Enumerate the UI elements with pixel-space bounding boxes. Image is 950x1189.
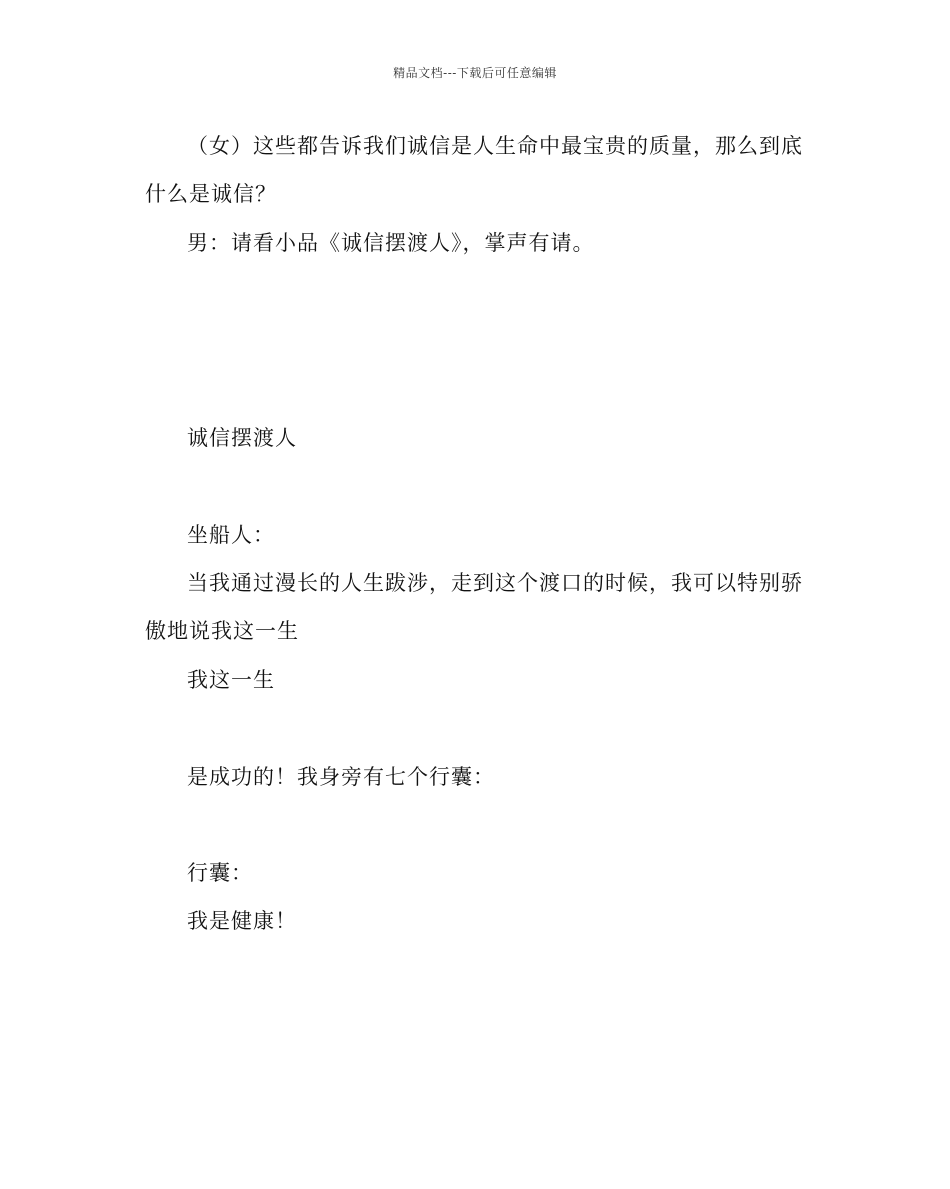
paragraph-line: 我这一生 [187, 668, 275, 692]
speaker-label: 行囊： [187, 861, 253, 885]
section-title: 诚信摆渡人 [187, 426, 297, 450]
speaker-label: 坐船人： [187, 523, 275, 547]
paragraph-line: 当我通过漫长的人生跋涉，走到这个渡口的时候，我可以特别骄 [187, 571, 803, 595]
paragraph-line: 什么是诚信？ [145, 182, 277, 206]
paragraph-line: （女）这些都告诉我们诚信是人生命中最宝贵的质量，那么到底 [187, 134, 803, 158]
paragraph-line: 男：请看小品《诚信摆渡人》，掌声有请。 [187, 231, 595, 255]
paragraph-line: 我是健康！ [187, 909, 297, 933]
paragraph-line: 傲地说我这一生 [145, 619, 299, 643]
page-header: 精品文档---下载后可任意编辑 [393, 66, 557, 80]
paragraph-line: 是成功的！我身旁有七个行囊： [187, 765, 495, 789]
